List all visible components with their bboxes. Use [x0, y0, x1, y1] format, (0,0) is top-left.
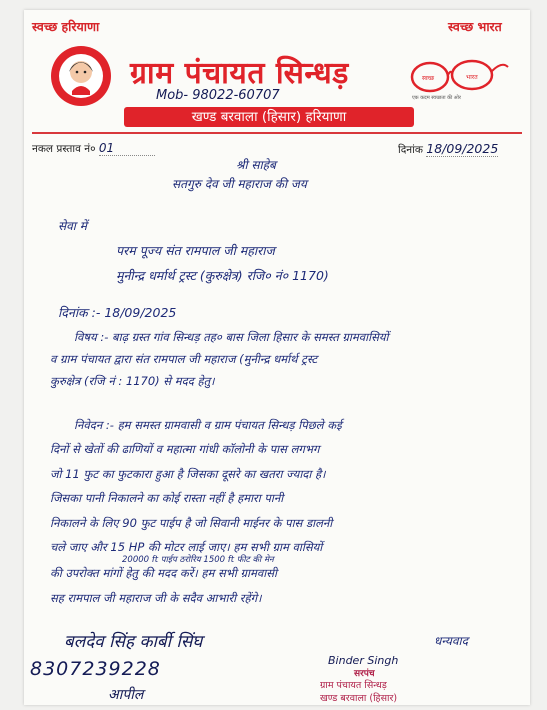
beti-bachao-logo-icon — [50, 45, 112, 107]
addressee-line-2: मुनीन्द्र धर्मार्थ ट्रस्ट (कुरुक्षेत्र) रजि० नं० 1170) — [116, 268, 329, 283]
addressee-line-1: परम पूज्य संत रामपाल जी महाराज — [116, 243, 275, 258]
subject-line-3: कुरुक्षेत्र (रजि नं : 1170) से मदद हेतु। — [50, 374, 215, 388]
date-field: दिनांक 18/09/2025 — [398, 141, 499, 156]
thanks: धन्यवाद — [434, 634, 469, 648]
stamp-line-2: खण्ड बरवाला (हिसार) — [320, 693, 398, 704]
left-signature-line-3: आपील — [108, 687, 144, 703]
letter-sheet — [24, 10, 530, 705]
svg-text:एक कदम स्वच्छता की ओर: एक कदम स्वच्छता की ओर — [412, 95, 461, 101]
subject-line-1: विषय :- बाढ़ ग्रस्त गांव सिन्धड़ तह० बास जिला हिसार के समस्त ग्रामवासियों — [74, 330, 389, 344]
block-banner: खण्ड बरवाला (हिसार) हरियाणा — [124, 107, 414, 127]
panchayat-title: ग्राम पंचायत सिन्धड़ — [130, 56, 349, 91]
swachh-bharat-spectacles-logo-icon — [402, 57, 510, 103]
stamp-title: सरपंच — [354, 669, 375, 679]
left-slogan: स्वच्छ हरियाणा — [32, 19, 100, 34]
body-line-6: चले जाए और 15 HP की मोटर लाई जाए। हम सभी ग्राम वासियों — [50, 540, 323, 554]
ref-number: 01 — [98, 141, 115, 155]
left-phone: 8307239228 — [30, 658, 161, 680]
stamp-line-1: ग्राम पंचायत सिन्धड़ — [320, 680, 387, 691]
left-signature: बलदेव सिंह कार्बी सिंघ — [64, 632, 203, 652]
body-line-5: निकालने के लिए 90 फुट पाईप है जो सिवानी माईनर के पास डालनी — [50, 516, 333, 530]
heading-1: श्री साहेब — [236, 158, 276, 172]
body-line-8: सह रामपाल जी महाराज जी के सदैव आभारी रहेंगे। — [50, 591, 262, 605]
svg-text:भारत: भारत — [466, 74, 478, 81]
mobile-number: Mob- 98022-60707 — [156, 88, 280, 103]
svg-text:स्वच्छ: स्वच्छ — [422, 75, 435, 82]
sarpanch-signature: Binder Singh — [328, 654, 399, 667]
header-divider — [32, 132, 522, 134]
body-line-4: जिसका पानी निकालने का कोई रास्ता नहीं है हमारा पानी — [50, 491, 284, 505]
body-line-1: निवेदन :- हम समस्त ग्रामवासी व ग्राम पंचायत सिन्धड़ पिछले कई — [74, 418, 342, 432]
subject-line-2: व ग्राम पंचायत द्वारा संत रामपाल जी महाराज (मुनीन्द्र धर्मार्थ ट्रस्ट — [50, 352, 318, 366]
interline-note: 20000 ft पाईप ठरोरिय 1500 ft फीट की मेन — [122, 555, 274, 565]
heading-2: सतगुरु देव जी महाराज की जय — [172, 177, 307, 191]
body-line-2: दिनों से खेतों की ढाणियों व महात्मा गांधी कॉलोनी के पास लगभग — [50, 442, 320, 456]
body-line-7: की उपरोक्त मांगों हेतु की मदद करें। हम सभी ग्रामवासी — [50, 566, 277, 580]
body-line-3: जो 11 फुट का फुटकारा हुआ है जिसका दूसरे का खतरा ज्यादा है। — [50, 467, 326, 481]
ref-label: नकल प्रस्ताव नं० 01 — [32, 141, 155, 156]
date-line: दिनांक :- 18/09/2025 — [58, 305, 177, 320]
salutation: सेवा में — [58, 219, 87, 233]
right-slogan: स्वच्छ भारत — [448, 19, 502, 34]
date-value: 18/09/2025 — [426, 141, 499, 156]
